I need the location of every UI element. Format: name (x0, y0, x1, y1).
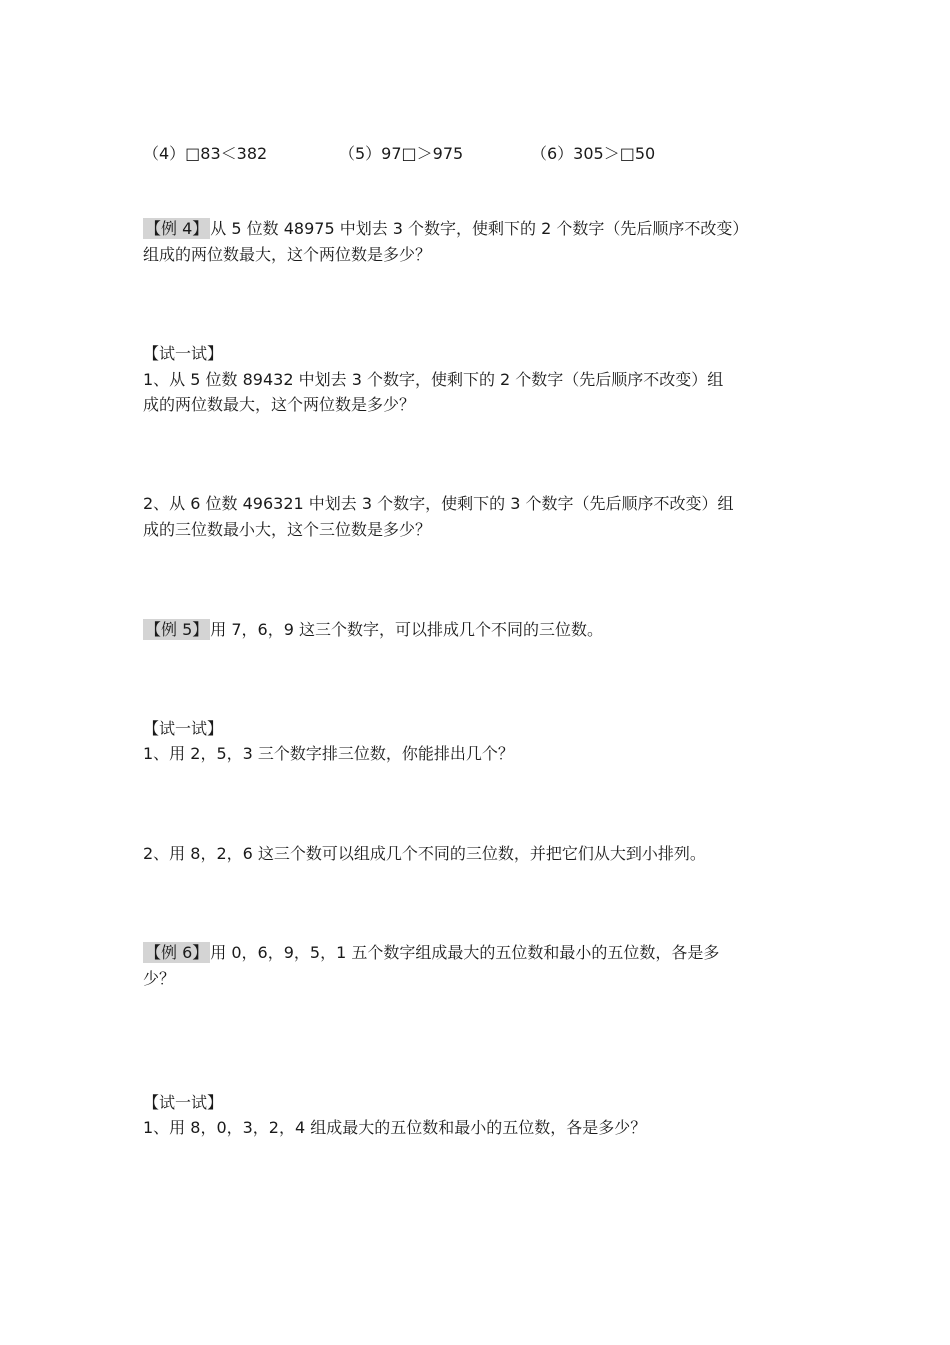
example-4-line-2: 组成的两位数最大，这个两位数是多少？ (143, 245, 432, 264)
example-4-text-1: 从 5 位数 48975 中划去 3 个数字，使剩下的 2 个数字（先后顺序不改变） (210, 219, 749, 238)
inequality-5: （5）97□＞975 (339, 144, 464, 163)
try-2-question-2: 2、用 8，2，6 这三个数可以组成几个不同的三位数，并把它们从大到小排列。 (143, 844, 706, 863)
example-6-line-1 (143, 943, 719, 963)
try-1-question-1-line-2: 成的两位数最大，这个两位数是多少？ (143, 395, 416, 414)
try-heading-3: 【试一试】 (143, 1093, 224, 1112)
try-3-question-1: 1、用 8，0，3，2，4 组成最大的五位数和最小的五位数，各是多少？ (143, 1118, 647, 1137)
example-6-tag: 【例 6】 (145, 943, 209, 962)
try-heading-1: 【试一试】 (143, 344, 224, 363)
example-5-text: 用 7，6，9 这三个数字，可以排成几个不同的三位数。 (210, 620, 603, 639)
example-5-line (143, 620, 603, 640)
example-6-text-1: 用 0，6，9，5，1 五个数字组成最大的五位数和最小的五位数，各是多 (210, 943, 720, 962)
try-heading-2: 【试一试】 (143, 719, 224, 738)
try-1-question-2-line-2: 成的三位数最小大，这个三位数是多少？ (143, 520, 432, 539)
example-4-tag: 【例 4】 (145, 219, 209, 238)
try-1-question-1-line-1: 1、从 5 位数 89432 中划去 3 个数字，使剩下的 2 个数字（先后顺序不改变）组 (143, 370, 724, 389)
try-1-question-2-line-1: 2、从 6 位数 496321 中划去 3 个数字，使剩下的 3 个数字（先后顺序不改变）组 (143, 494, 734, 513)
example-6-line-2: 少？ (143, 969, 176, 988)
inequality-4: （4）□83＜382 (143, 144, 268, 163)
example-4-line-1 (143, 219, 748, 239)
try-2-question-1: 1、用 2，5，3 三个数字排三位数，你能排出几个？ (143, 744, 514, 763)
inequality-6: （6）305＞□50 (531, 144, 656, 163)
example-5-tag: 【例 5】 (145, 620, 209, 639)
